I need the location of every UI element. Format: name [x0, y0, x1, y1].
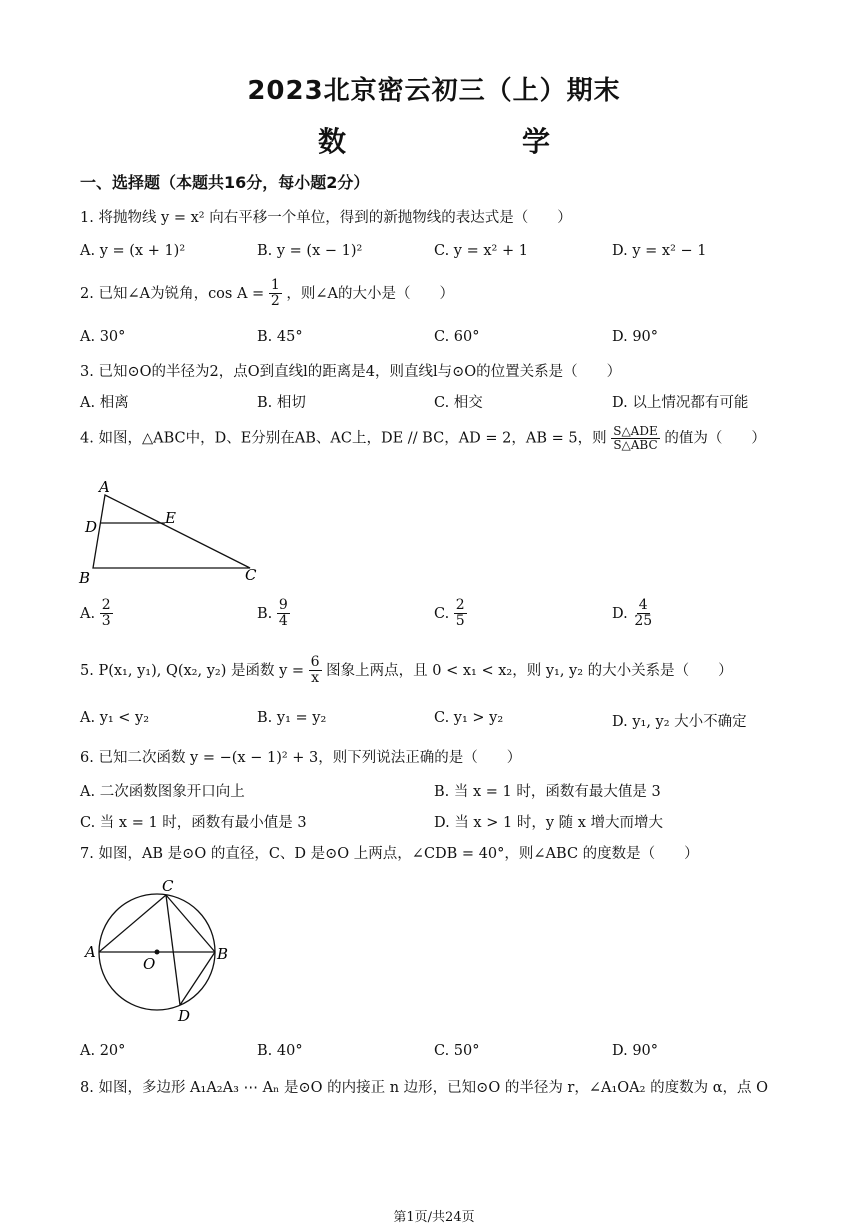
q3-option-c: C. 相交: [434, 395, 483, 411]
page-title: 2023北京密云初三（上）期末: [247, 76, 621, 106]
question-1-stem: 1. 将抛物线 y = x² 向右平移一个单位，得到的新抛物线的表达式是（ ）: [80, 210, 572, 226]
section-heading: 一、选择题（本题共16分，每小题2分）: [80, 173, 370, 192]
q2-option-d: D. 90°: [612, 329, 659, 345]
q4-option-c: C. $\frac{2}{5}$: [434, 597, 465, 630]
subject-title: 数 学: [317, 125, 590, 158]
question-3-stem: 3. 已知⊙O的半径为2，点O到直线l的距离是4，则直线l与⊙O的位置关系是（ ）: [80, 364, 622, 380]
triangle-figure: [75, 475, 275, 590]
q1-option-c: C. y = x² + 1: [434, 243, 528, 259]
q3-option-b: B. 相切: [257, 395, 306, 411]
q4-area-ratio: $\frac{\text{S△ADE}}{\text{S△ABC}}$: [613, 424, 658, 453]
q4-option-a: A. $\frac{2}{3}$: [80, 597, 111, 630]
chord-db: [180, 952, 215, 1005]
question-6-stem: 6. 已知二次函数 y = −(x − 1)² + 3，则下列说法正确的是（ ）: [80, 750, 522, 766]
question-2-stem: 2. 已知∠A为锐角，cos A = $\frac{1}{2}$ ，则∠A的大小是（ ）: [80, 277, 454, 310]
q7-option-c: C. 50°: [434, 1043, 480, 1059]
q4-option-b: B. $\frac{9}{4}$: [257, 597, 288, 630]
q2-option-a: A. 30°: [80, 329, 126, 345]
question-8-stem: 8. 如图，多边形 A₁A₂A₃ ⋯ Aₙ 是⊙O 的内接正 n 边形，已知⊙O 的半径为 r，∠A₁OA₂ 的度数为 α，点 O: [80, 1080, 768, 1096]
question-5-stem: 5. P(x₁, y₁), Q(x₂, y₂) 是函数 y = $\frac{6}{x}$ 图象上两点，且 0 < x₁ < x₂，则 y₁, y₂ 的大小关系是（ ）: [80, 654, 733, 687]
q5-option-d: D. y₁, y₂ 大小不确定: [612, 714, 747, 730]
q5-option-b: B. y₁ = y₂: [257, 710, 327, 726]
q6-option-d: D. 当 x > 1 时，y 随 x 增大而增大: [434, 815, 664, 831]
q6-option-a: A. 二次函数图象开口向上: [80, 784, 245, 800]
q6-option-c: C. 当 x = 1 时，函数有最小值是 3: [80, 815, 307, 831]
q1-option-b: B. y = (x − 1)²: [257, 243, 363, 259]
q3-option-a: A. 相离: [80, 395, 129, 411]
triangle-abc: [93, 495, 250, 568]
circle-figure: [80, 875, 240, 1025]
q7-option-d: D. 90°: [612, 1043, 659, 1059]
label-d: D: [85, 518, 98, 536]
q2-option-c: C. 60°: [434, 329, 480, 345]
q5-option-c: C. y₁ > y₂: [434, 710, 504, 726]
label-a: A: [85, 943, 96, 961]
label-b: B: [79, 569, 91, 587]
label-c: C: [245, 566, 257, 584]
q6-option-b: B. 当 x = 1 时，函数有最大值是 3: [434, 784, 661, 800]
label-o: O: [143, 955, 156, 973]
q5-option-a: A. y₁ < y₂: [80, 710, 150, 726]
chord-cd: [166, 895, 180, 1005]
q5-fraction: $\frac{6}{x}$: [310, 654, 320, 687]
page-footer: 第1页/共24页: [393, 1210, 475, 1225]
question-4-stem: 4. 如图，△ABC中，D、E分别在AB、AC上，DE // BC，AD = 2，AB = 5，则 $\frac{\text{S△ADE}}{\text{S△ABC}}$ 的值为（ ）: [80, 424, 766, 453]
q7-option-b: B. 40°: [257, 1043, 303, 1059]
q2-fraction: $\frac{1}{2}$: [270, 277, 280, 310]
label-c: C: [162, 877, 174, 895]
q4-option-d: D. $\frac{4}{25}$: [612, 597, 653, 630]
label-d: D: [178, 1007, 191, 1025]
center-point: [155, 950, 160, 955]
q7-option-a: A. 20°: [80, 1043, 126, 1059]
chord-ac: [99, 895, 166, 952]
q3-option-d: D. 以上情况都有可能: [612, 395, 749, 411]
question-7-stem: 7. 如图，AB 是⊙O 的直径，C、D 是⊙O 上两点，∠CDB = 40°，则∠ABC 的度数是（ ）: [80, 846, 699, 862]
label-a: A: [99, 478, 110, 496]
q2-option-b: B. 45°: [257, 329, 303, 345]
q1-option-d: D. y = x² − 1: [612, 243, 707, 259]
label-e: E: [165, 509, 176, 527]
q1-option-a: A. y = (x + 1)²: [80, 243, 186, 259]
label-b: B: [217, 945, 229, 963]
